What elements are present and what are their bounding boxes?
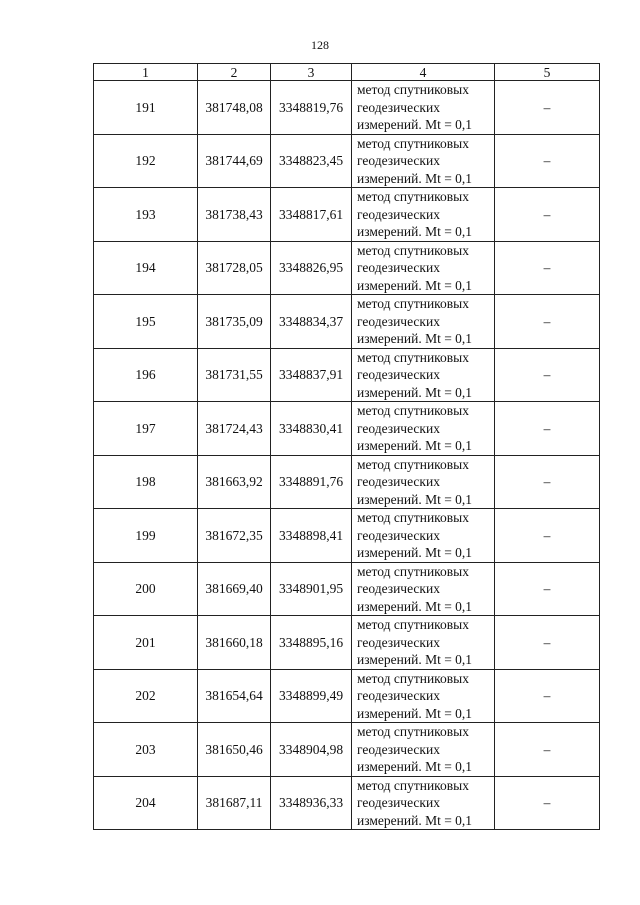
table-row xyxy=(94,134,600,188)
method-line: геодезических xyxy=(357,367,440,382)
x-coordinate-cell: 381650,46 xyxy=(198,723,271,777)
method-line: измерений. Mt = 0,1 xyxy=(357,384,473,400)
method-cell xyxy=(352,295,495,349)
x-coordinate-cell: 381660,18 xyxy=(198,616,271,670)
table-row xyxy=(94,81,600,135)
method-line: геодезических xyxy=(357,688,440,703)
y-coordinate-cell: 3348904,98 xyxy=(271,723,352,777)
y-coordinate-cell: 3348901,95 xyxy=(271,562,352,616)
method-line: геодезических xyxy=(357,313,440,329)
x-coordinate-cell: 381724,43 xyxy=(198,402,271,456)
point-number-cell: 194 xyxy=(94,241,198,295)
point-number-cell: 191 xyxy=(94,81,198,135)
y-coordinate-cell: 3348936,33 xyxy=(271,776,352,830)
column-header: 4 xyxy=(352,64,495,81)
note-cell: – xyxy=(495,348,600,402)
method-line: геодезических xyxy=(357,260,440,275)
note-cell: – xyxy=(495,81,600,135)
method-cell xyxy=(352,616,495,670)
method-line: метод спутниковых xyxy=(357,135,469,151)
note-cell: – xyxy=(495,669,600,723)
method-line: измерений. Mt = 0,1 xyxy=(357,652,473,667)
method-line: геодезических xyxy=(357,741,440,757)
table-row xyxy=(94,723,600,777)
x-coordinate-cell: 381669,40 xyxy=(198,562,271,616)
column-header: 3 xyxy=(271,64,352,81)
column-header: 5 xyxy=(495,64,600,81)
y-coordinate-cell: 3348837,91 xyxy=(271,348,352,402)
table-row xyxy=(94,348,600,402)
method-line: измерений. Mt = 0,1 xyxy=(357,224,473,239)
method-cell xyxy=(352,669,495,723)
coordinates-table xyxy=(93,63,600,830)
method-cell xyxy=(352,241,495,295)
method-line: метод спутниковых xyxy=(357,456,469,472)
method-cell xyxy=(352,776,495,830)
note-cell: – xyxy=(495,562,600,616)
method-line: измерений. Mt = 0,1 xyxy=(357,598,473,614)
x-coordinate-cell: 381654,64 xyxy=(198,669,271,723)
method-line: измерений. Mt = 0,1 xyxy=(357,491,473,507)
method-line: измерений. Mt = 0,1 xyxy=(357,170,473,186)
point-number-cell: 202 xyxy=(94,669,198,723)
method-line: измерений. Mt = 0,1 xyxy=(357,117,473,132)
note-cell: – xyxy=(495,723,600,777)
x-coordinate-cell: 381748,08 xyxy=(198,81,271,135)
y-coordinate-cell: 3348895,16 xyxy=(271,616,352,670)
method-line: геодезических xyxy=(357,527,440,543)
point-number-cell: 195 xyxy=(94,295,198,349)
method-line: метод спутниковых xyxy=(357,189,469,204)
y-coordinate-cell: 3348819,76 xyxy=(271,81,352,135)
method-line: метод спутниковых xyxy=(357,510,469,525)
method-line: метод спутниковых xyxy=(357,617,469,632)
method-line: метод спутниковых xyxy=(357,777,469,793)
method-cell xyxy=(352,455,495,509)
method-cell xyxy=(352,188,495,242)
method-line: геодезических xyxy=(357,795,440,810)
method-line: метод спутниковых xyxy=(357,349,469,365)
x-coordinate-cell: 381728,05 xyxy=(198,241,271,295)
column-header: 2 xyxy=(198,64,271,81)
table-row xyxy=(94,562,600,616)
method-line: измерений. Mt = 0,1 xyxy=(357,331,473,346)
note-cell: – xyxy=(495,616,600,670)
point-number-cell: 192 xyxy=(94,134,198,188)
note-cell: – xyxy=(495,295,600,349)
y-coordinate-cell: 3348891,76 xyxy=(271,455,352,509)
method-cell xyxy=(352,562,495,616)
x-coordinate-cell: 381663,92 xyxy=(198,455,271,509)
note-cell: – xyxy=(495,509,600,563)
method-line: геодезических xyxy=(357,420,440,436)
x-coordinate-cell: 381738,43 xyxy=(198,188,271,242)
x-coordinate-cell: 381687,11 xyxy=(198,776,271,830)
method-line: геодезических xyxy=(357,153,440,168)
method-line: измерений. Mt = 0,1 xyxy=(357,438,473,453)
method-line: метод спутниковых xyxy=(357,82,469,97)
point-number-cell: 203 xyxy=(94,723,198,777)
y-coordinate-cell: 3348823,45 xyxy=(271,134,352,188)
x-coordinate-cell: 381731,55 xyxy=(198,348,271,402)
method-cell xyxy=(352,348,495,402)
method-line: измерений. Mt = 0,1 xyxy=(357,759,473,774)
point-number-cell: 198 xyxy=(94,455,198,509)
table-row xyxy=(94,776,600,830)
method-line: измерений. Mt = 0,1 xyxy=(357,705,473,721)
note-cell: – xyxy=(495,241,600,295)
point-number-cell: 197 xyxy=(94,402,198,456)
table-header-row xyxy=(94,64,600,81)
method-line: метод спутниковых xyxy=(357,724,469,739)
note-cell: – xyxy=(495,455,600,509)
point-number-cell: 196 xyxy=(94,348,198,402)
method-cell xyxy=(352,81,495,135)
method-cell xyxy=(352,402,495,456)
method-cell xyxy=(352,509,495,563)
method-line: геодезических xyxy=(357,99,440,115)
y-coordinate-cell: 3348834,37 xyxy=(271,295,352,349)
method-line: геодезических xyxy=(357,581,440,596)
table-row xyxy=(94,402,600,456)
table-row xyxy=(94,616,600,670)
note-cell: – xyxy=(495,188,600,242)
method-line: геодезических xyxy=(357,206,440,222)
y-coordinate-cell: 3348899,49 xyxy=(271,669,352,723)
method-line: метод спутниковых xyxy=(357,563,469,579)
column-header: 1 xyxy=(94,64,198,81)
y-coordinate-cell: 3348826,95 xyxy=(271,241,352,295)
page-number: 128 xyxy=(311,38,329,52)
method-cell xyxy=(352,134,495,188)
table-row xyxy=(94,669,600,723)
table-body xyxy=(94,81,600,830)
point-number-cell: 204 xyxy=(94,776,198,830)
point-number-cell: 201 xyxy=(94,616,198,670)
x-coordinate-cell: 381744,69 xyxy=(198,134,271,188)
method-line: измерений. Mt = 0,1 xyxy=(357,812,473,828)
note-cell: – xyxy=(495,134,600,188)
point-number-cell: 199 xyxy=(94,509,198,563)
method-line: геодезических xyxy=(357,474,440,489)
method-line: измерений. Mt = 0,1 xyxy=(357,277,473,293)
y-coordinate-cell: 3348898,41 xyxy=(271,509,352,563)
y-coordinate-cell: 3348830,41 xyxy=(271,402,352,456)
point-number-cell: 200 xyxy=(94,562,198,616)
note-cell: – xyxy=(495,402,600,456)
point-number-cell: 193 xyxy=(94,188,198,242)
x-coordinate-cell: 381672,35 xyxy=(198,509,271,563)
method-cell xyxy=(352,723,495,777)
table-row xyxy=(94,455,600,509)
note-cell: – xyxy=(495,776,600,830)
method-line: метод спутниковых xyxy=(357,670,469,686)
table-row xyxy=(94,509,600,563)
method-line: измерений. Mt = 0,1 xyxy=(357,545,473,560)
table-row xyxy=(94,295,600,349)
x-coordinate-cell: 381735,09 xyxy=(198,295,271,349)
method-line: геодезических xyxy=(357,634,440,650)
y-coordinate-cell: 3348817,61 xyxy=(271,188,352,242)
table-row xyxy=(94,188,600,242)
method-line: метод спутниковых xyxy=(357,403,469,418)
table-row xyxy=(94,241,600,295)
method-line: метод спутниковых xyxy=(357,296,469,311)
method-line: метод спутниковых xyxy=(357,242,469,258)
